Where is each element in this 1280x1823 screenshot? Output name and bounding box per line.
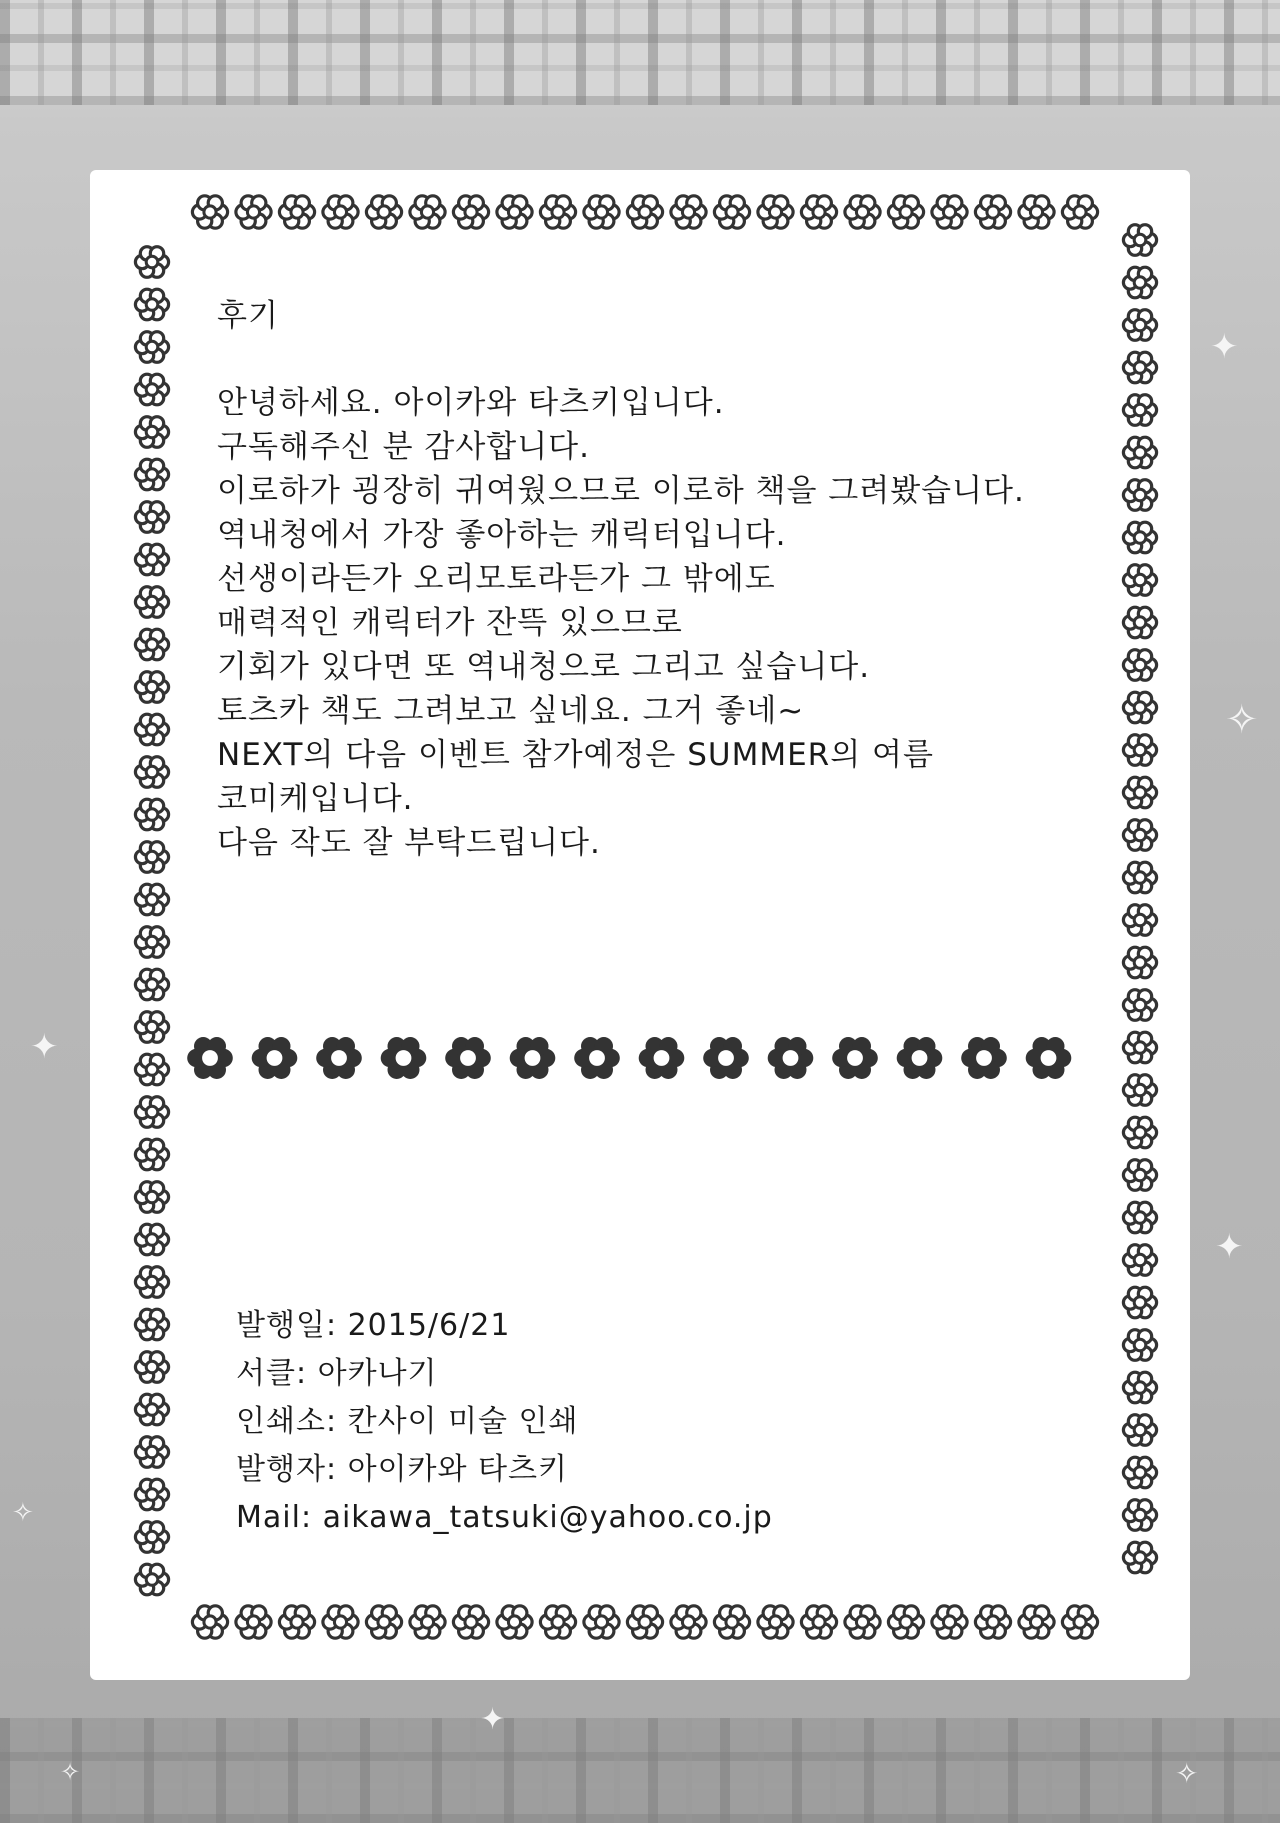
flower-outline-icon <box>714 1606 749 1638</box>
flower-filled-icon <box>510 1037 556 1079</box>
flower-outline-icon <box>1123 522 1156 553</box>
flower-outline-icon <box>497 1606 532 1638</box>
flower-outline-icon <box>135 332 168 363</box>
flower-outline-icon <box>540 196 575 228</box>
flower-outline-icon <box>135 1479 168 1510</box>
flower-outline-icon <box>236 1606 271 1638</box>
flower-outline-icon <box>1123 352 1156 383</box>
flower-outline-icon <box>1123 947 1156 978</box>
flower-outline-icon <box>1123 267 1156 298</box>
flower-filled-icon <box>1026 1037 1072 1079</box>
flower-outline-icon <box>932 196 967 228</box>
flower-outline-icon <box>135 799 168 830</box>
flower-outline-icon <box>888 196 923 228</box>
flower-outline-icon <box>540 1606 575 1638</box>
flower-outline-icon <box>1062 196 1097 228</box>
flower-filled-icon <box>961 1037 1007 1079</box>
publish-date: 발행일: 2015/6/21 <box>236 1308 511 1343</box>
flower-outline-icon <box>584 196 619 228</box>
flower-outline-icon <box>135 1394 168 1425</box>
flower-filled-icon <box>187 1037 233 1079</box>
flower-outline-icon <box>1123 905 1156 936</box>
flower-filled-icon <box>897 1037 943 1079</box>
flower-outline-icon <box>1123 1202 1156 1233</box>
flower-outline-icon <box>888 1606 923 1638</box>
flower-outline-icon <box>135 714 168 745</box>
flower-outline-icon <box>279 1606 314 1638</box>
sparkle-icon: ✧ <box>1225 697 1259 743</box>
flower-filled-icon <box>768 1037 814 1079</box>
flower-outline-icon <box>845 1606 880 1638</box>
afterword-line: 안녕하세요. 아이카와 타츠키입니다. <box>217 385 725 421</box>
flower-outline-icon <box>1123 735 1156 766</box>
flower-outline-icon <box>135 1309 168 1340</box>
flower-outline-icon <box>135 587 168 618</box>
flower-outline-icon <box>135 884 168 915</box>
flower-outline-icon <box>135 1564 168 1595</box>
flower-outline-icon <box>1123 777 1156 808</box>
flower-outline-icon <box>1123 1245 1156 1276</box>
sparkle-icon: ✦ <box>480 1702 506 1737</box>
flower-outline-icon <box>135 927 168 958</box>
afterword-line: 구독해주신 분 감사합니다. <box>217 429 590 465</box>
flower-outline-icon <box>323 196 358 228</box>
flower-outline-icon <box>1123 1415 1156 1446</box>
sparkle-icon: ✦ <box>1210 327 1239 367</box>
flower-outline-icon <box>1123 1287 1156 1318</box>
flower-outline-icon <box>135 1352 168 1383</box>
afterword-line: 토츠카 책도 그려보고 싶네요. 그거 좋네~ <box>217 693 805 729</box>
flower-outline-icon <box>135 417 168 448</box>
afterword-line: 역내청에서 가장 좋아하는 캐릭터입니다. <box>217 517 787 553</box>
flower-outline-icon <box>135 842 168 873</box>
flower-filled-icon <box>252 1037 298 1079</box>
flower-outline-icon <box>714 196 749 228</box>
afterword-line: 이로하가 굉장히 귀여웠으므로 이로하 책을 그려봤습니다. <box>217 473 1025 509</box>
flower-outline-icon <box>410 1606 445 1638</box>
circle-name: 서클: 아카나기 <box>236 1356 438 1391</box>
flower-outline-icon <box>1123 1075 1156 1106</box>
flower-outline-icon <box>135 1267 168 1298</box>
flower-outline-icon <box>1062 1606 1097 1638</box>
flower-outline-icon <box>1123 1542 1156 1573</box>
sparkle-icon: ✧ <box>60 1758 81 1786</box>
flower-outline-icon <box>627 196 662 228</box>
flower-outline-icon <box>1123 650 1156 681</box>
flower-outline-icon <box>1123 225 1156 256</box>
flower-outline-icon <box>758 1606 793 1638</box>
flower-outline-icon <box>135 1522 168 1553</box>
flower-outline-icon <box>1123 1160 1156 1191</box>
flower-filled-icon <box>832 1037 878 1079</box>
flower-outline-icon <box>1123 480 1156 511</box>
flower-outline-icon <box>135 672 168 703</box>
flower-outline-icon <box>192 196 227 228</box>
flower-outline-icon <box>1123 862 1156 893</box>
flower-outline-icon <box>410 196 445 228</box>
flower-outline-icon <box>497 196 532 228</box>
flower-outline-icon <box>135 1097 168 1128</box>
flower-outline-icon <box>135 1437 168 1468</box>
flower-outline-icon <box>1019 196 1054 228</box>
flower-outline-icon <box>135 1182 168 1213</box>
flower-outline-icon <box>135 969 168 1000</box>
flower-outline-icon <box>135 1054 168 1085</box>
sparkle-icon: ✦ <box>1215 1227 1244 1267</box>
flower-filled-icon <box>703 1037 749 1079</box>
flower-filled-icon <box>381 1037 427 1079</box>
flower-filled-icon <box>574 1037 620 1079</box>
flower-outline-icon <box>323 1606 358 1638</box>
flower-outline-icon <box>366 1606 401 1638</box>
flower-outline-icon <box>801 196 836 228</box>
afterword-heading: 후기 <box>217 298 279 334</box>
afterword-line: NEXT의 다음 이벤트 참가예정은 SUMMER의 여름 <box>217 737 934 773</box>
flower-outline-icon <box>758 196 793 228</box>
flower-filled-icon <box>639 1037 685 1079</box>
flower-filled-icon <box>445 1037 491 1079</box>
flower-outline-icon <box>453 1606 488 1638</box>
flower-outline-icon <box>1123 565 1156 596</box>
contact-email: Mail: aikawa_tatsuki@yahoo.co.jp <box>236 1500 773 1535</box>
flower-outline-icon <box>279 196 314 228</box>
sparkle-icon: ✦ <box>30 1027 59 1067</box>
afterword-line: 코미케입니다. <box>217 781 414 817</box>
flower-outline-icon <box>1123 692 1156 723</box>
flower-outline-icon <box>1019 1606 1054 1638</box>
flower-outline-icon <box>135 629 168 660</box>
flower-outline-icon <box>932 1606 967 1638</box>
afterword-line: 다음 작도 잘 부탁드립니다. <box>217 825 601 861</box>
flower-outline-icon <box>584 1606 619 1638</box>
flower-outline-icon <box>135 1139 168 1170</box>
flower-outline-icon <box>671 1606 706 1638</box>
flower-outline-icon <box>135 502 168 533</box>
flower-outline-icon <box>135 757 168 788</box>
sparkle-icon: ✧ <box>12 1498 34 1528</box>
flower-outline-icon <box>1123 1117 1156 1148</box>
flower-outline-icon <box>135 289 168 320</box>
flower-outline-icon <box>845 196 880 228</box>
publisher-name: 발행자: 아이카와 타츠키 <box>236 1452 568 1487</box>
flower-outline-icon <box>671 196 706 228</box>
flower-outline-icon <box>1123 1032 1156 1063</box>
flower-outline-icon <box>1123 1330 1156 1361</box>
flower-outline-icon <box>135 1224 168 1255</box>
flower-outline-icon <box>1123 990 1156 1021</box>
flower-outline-icon <box>135 374 168 405</box>
flower-outline-icon <box>1123 437 1156 468</box>
colophon-section <box>236 1302 773 1542</box>
flower-outline-icon <box>1123 1457 1156 1488</box>
afterword-section <box>217 290 1097 865</box>
flower-outline-icon <box>135 247 168 278</box>
flower-outline-icon <box>975 1606 1010 1638</box>
flower-outline-icon <box>192 1606 227 1638</box>
printer-name: 인쇄소: 칸사이 미술 인쇄 <box>236 1404 579 1439</box>
flower-outline-icon <box>1123 310 1156 341</box>
flower-outline-icon <box>801 1606 836 1638</box>
flower-outline-icon <box>1123 1372 1156 1403</box>
flower-outline-icon <box>1123 607 1156 638</box>
flower-outline-icon <box>453 196 488 228</box>
flower-outline-icon <box>627 1606 662 1638</box>
flower-outline-icon <box>135 1012 168 1043</box>
afterword-line: 매력적인 캐릭터가 잔뜩 있으므로 <box>217 605 683 641</box>
afterword-line: 기회가 있다면 또 역내청으로 그리고 싶습니다. <box>217 649 871 685</box>
flower-outline-icon <box>236 196 271 228</box>
sparkle-icon: ✧ <box>1175 1757 1199 1790</box>
flower-outline-icon <box>366 196 401 228</box>
flower-outline-icon <box>135 544 168 575</box>
afterword-line: 선생이라든가 오리모토라든가 그 밖에도 <box>217 561 776 597</box>
flower-outline-icon <box>135 459 168 490</box>
flower-outline-icon <box>1123 395 1156 426</box>
flower-outline-icon <box>1123 820 1156 851</box>
flower-filled-icon <box>316 1037 362 1079</box>
flower-outline-icon <box>1123 1500 1156 1531</box>
flower-outline-icon <box>975 196 1010 228</box>
